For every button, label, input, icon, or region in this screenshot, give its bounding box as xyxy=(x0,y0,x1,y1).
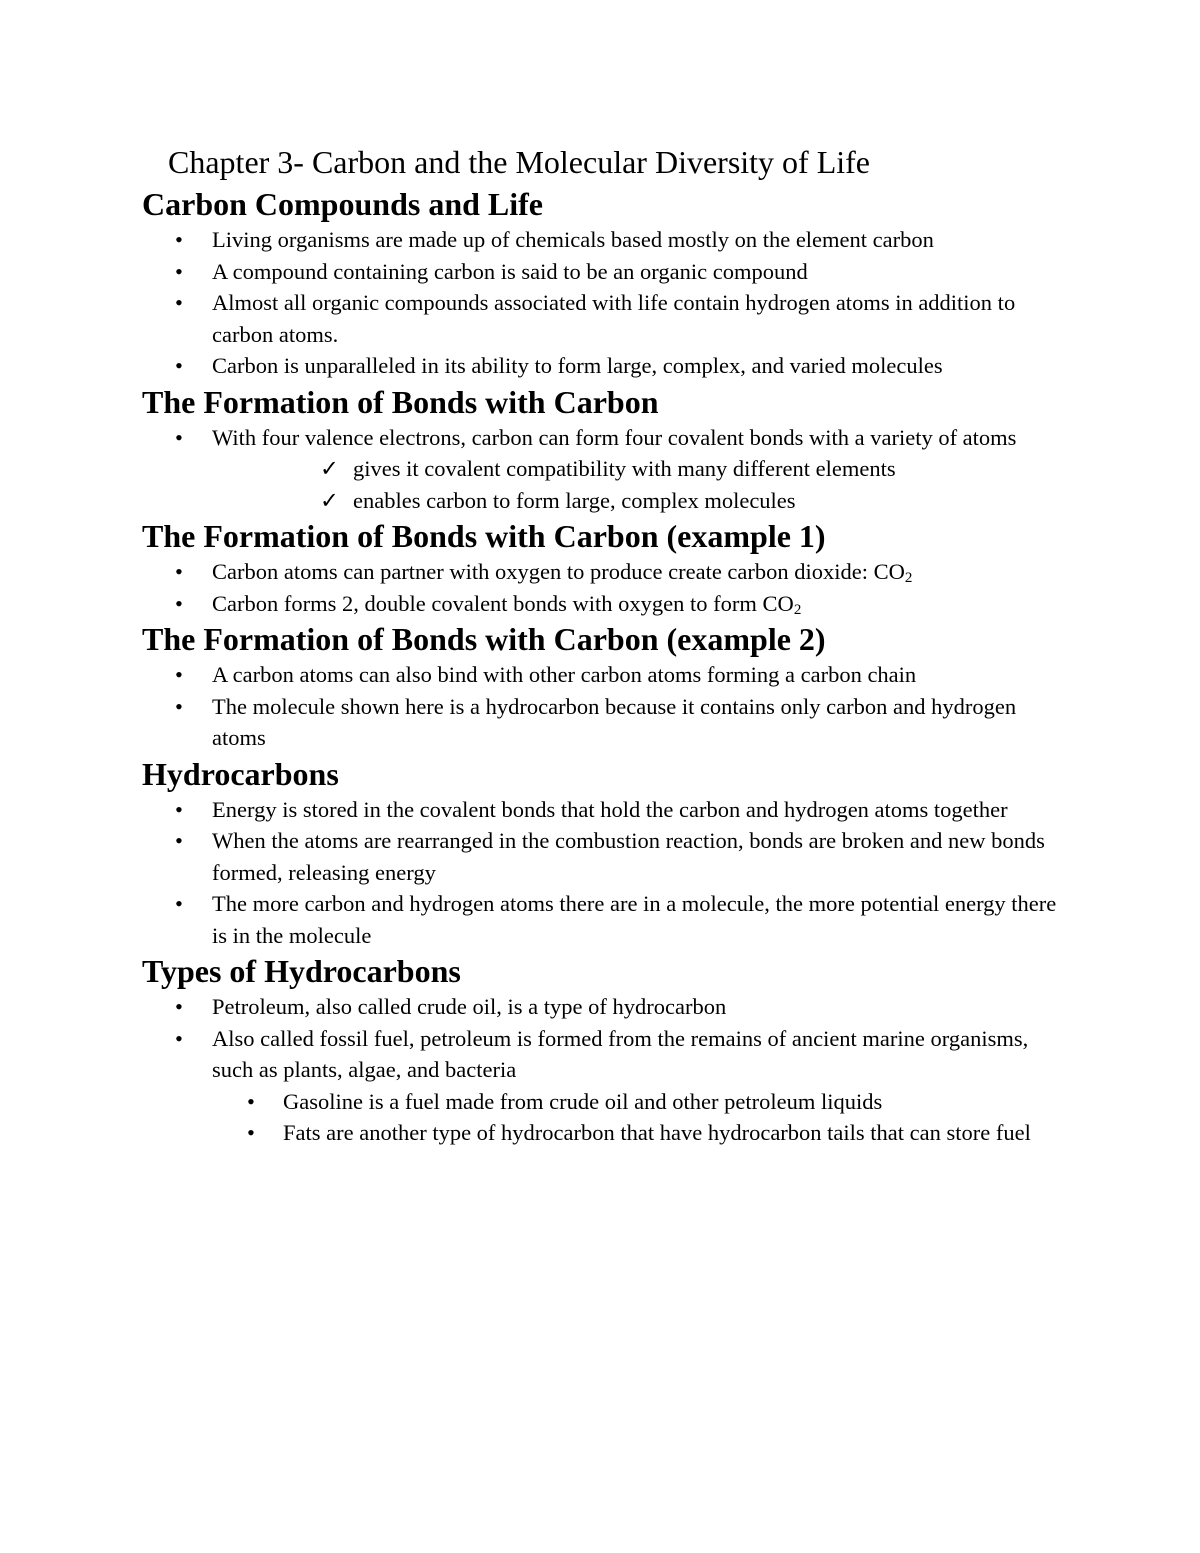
bullet-list xyxy=(142,794,1072,952)
bullet-icon: • xyxy=(175,424,183,450)
list-item-text: Energy is stored in the covalent bonds that hold the carbon and hydrogen atoms together xyxy=(212,796,1008,822)
check-item-text: gives it covalent compatibility with many different elements xyxy=(353,456,896,481)
list-item xyxy=(142,888,1072,951)
bullet-icon: • xyxy=(175,891,183,916)
section-heading: Types of Hydrocarbons xyxy=(142,953,461,989)
bullet-icon: • xyxy=(175,227,183,252)
list-item xyxy=(142,794,1072,826)
list-item xyxy=(142,224,1072,256)
list-item-text: When the atoms are rearranged in the combustion reaction, bonds are broken and new bonds formed, releasing energy xyxy=(212,828,1045,885)
list-item-text: Almost all organic compounds associated with life contain hydrogen atoms in addition to carbon atoms. xyxy=(212,290,1016,347)
list-item xyxy=(142,556,1072,588)
list-item-text: Carbon is unparalleled in its ability to form large, complex, and varied molecules xyxy=(212,353,943,378)
list-item xyxy=(142,287,1072,350)
bullet-list xyxy=(142,991,1072,1149)
section-carbon-compounds xyxy=(142,184,1072,382)
bullet-icon: • xyxy=(247,1088,255,1114)
section-bonds-example-2 xyxy=(142,619,1072,754)
section-heading: Hydrocarbons xyxy=(142,755,339,792)
bullet-list xyxy=(142,659,1072,754)
list-item xyxy=(142,1023,1072,1086)
bullet-icon: • xyxy=(175,796,183,822)
bullet-icon: • xyxy=(247,1120,255,1145)
sub-list-item xyxy=(142,1117,1072,1149)
list-item-text: Carbon atoms can partner with oxygen to produce create carbon dioxide: xyxy=(212,559,869,584)
formula-subscript: 2 xyxy=(793,601,802,618)
bullet-list xyxy=(142,224,1072,382)
list-item-text: A compound containing carbon is said to be an organic compound xyxy=(212,258,808,284)
list-item-text: With four valence electrons, carbon can form four covalent bonds with a variety of atoms xyxy=(212,424,1017,450)
formula-base: CO xyxy=(873,559,905,584)
section-heading: The Formation of Bonds with Carbon (example 1) xyxy=(142,518,826,554)
check-item-text: enables carbon to form large, complex molecules xyxy=(353,487,796,513)
bullet-icon: • xyxy=(175,258,183,284)
section-heading: The Formation of Bonds with Carbon (example 2) xyxy=(142,621,826,657)
bullet-icon: • xyxy=(175,590,183,616)
formula-base: CO xyxy=(762,590,794,616)
list-item xyxy=(142,825,1072,888)
bullet-list xyxy=(142,556,1072,619)
list-item xyxy=(142,422,1072,454)
check-item xyxy=(142,453,1072,485)
section-types-of-hydrocarbons xyxy=(142,951,1072,1149)
list-item xyxy=(142,659,1072,691)
chemical-formula xyxy=(763,591,802,616)
section-bonds-example-1 xyxy=(142,516,1072,619)
list-item xyxy=(142,588,1072,620)
list-item xyxy=(142,256,1072,288)
list-item-text: Also called fossil fuel, petroleum is formed from the remains of ancient marine organisms, such as plants, algae, and bacteria xyxy=(212,1025,1029,1082)
list-item-text: Carbon forms 2, double covalent bonds with oxygen to form xyxy=(212,590,757,616)
list-item-text: A carbon atoms can also bind with other carbon atoms forming a carbon chain xyxy=(212,662,917,687)
bullet-icon: • xyxy=(175,693,183,719)
bullet-icon: • xyxy=(175,828,183,853)
checkmark-icon: ✓ xyxy=(320,487,339,513)
list-item-text: Gasoline is a fuel made from crude oil and other petroleum liquids xyxy=(283,1088,883,1114)
bullet-icon: • xyxy=(175,994,183,1019)
section-hydrocarbons xyxy=(142,754,1072,952)
check-item xyxy=(142,485,1072,517)
bullet-icon: • xyxy=(175,290,183,315)
section-heading: Carbon Compounds and Life xyxy=(142,186,543,222)
section-formation-of-bonds xyxy=(142,382,1072,517)
chemical-formula xyxy=(874,559,913,584)
bullet-icon: • xyxy=(175,353,183,378)
list-item-text: The more carbon and hydrogen atoms there are in a molecule, the more potential energy there is in the molecule xyxy=(212,891,1057,948)
bullet-list xyxy=(142,422,1072,517)
bullet-icon: • xyxy=(175,662,183,687)
list-item-text: Fats are another type of hydrocarbon that have hydrocarbon tails that can store fuel xyxy=(283,1120,1031,1145)
bullet-icon: • xyxy=(175,1025,183,1051)
list-item xyxy=(142,350,1072,382)
document-title: Chapter 3- Carbon and the Molecular Diversity of Life xyxy=(168,144,870,180)
list-item-text: Petroleum, also called crude oil, is a type of hydrocarbon xyxy=(212,994,727,1019)
bullet-icon: • xyxy=(175,559,183,584)
list-item xyxy=(142,991,1072,1023)
section-heading: The Formation of Bonds with Carbon xyxy=(142,383,659,420)
list-item-text: Living organisms are made up of chemicals based mostly on the element carbon xyxy=(212,227,934,252)
list-item-text: The molecule shown here is a hydrocarbon because it contains only carbon and hydrogen atoms xyxy=(212,693,1017,750)
formula-subscript: 2 xyxy=(904,570,913,586)
document-body xyxy=(142,184,1072,1149)
sub-list-item xyxy=(142,1086,1072,1118)
checkmark-icon: ✓ xyxy=(320,456,339,481)
list-item xyxy=(142,691,1072,754)
